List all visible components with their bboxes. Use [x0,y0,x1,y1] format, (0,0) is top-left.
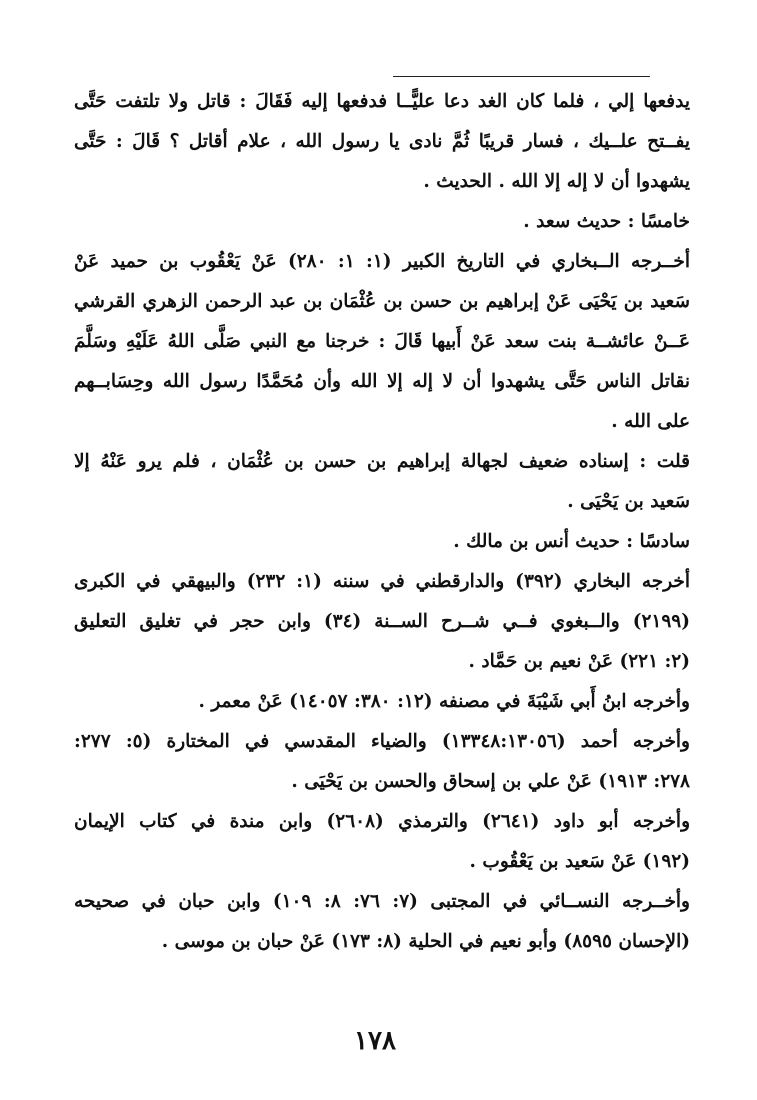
text-line: يشهدوا أن لا إله إلا الله . الحديث . [423,171,690,192]
text-line: (الإحسان ٨٥٩٥) وأبو نعيم في الحلية (٨: ١٧٣) عَنْ حبان بن موسى . [161,931,690,952]
text-line: قلت : إسناده ضعيف لجهالة إبراهيم بن حسن بن عُثْمَان ، فلم يرو عَنْهُ إلا [74,451,690,472]
text-line: سَعيد بن يَحْيَى عَنْ إبراهيم بن حسن بن عُثْمَان بن عبد الرحمن الزهري القرشي [74,291,690,312]
section-heading-fifth: خامسًا : حديث سعد . [523,211,690,232]
text-line: وأخرجه أحمد (١٣٣٤٨:١٣٠٥٦) والضياء المقدسي في المختارة (٥: ٢٧٧: [74,731,690,752]
section-heading-sixth: سادسًا : حديث أنس بن مالك . [453,531,690,552]
text-line: يفــتح علــيك ، فسار قريبًا ثُمَّ نادى يا رسول الله ، علام أقاتل ؟ قَالَ : حَتَّى [74,131,690,152]
text-line: وأخــرجه النســائي في المجتبى (٧: ٧٦: ٨: ١٠٩) وابن حبان في صحيحه [74,891,690,912]
text-line: أخرجه البخاري (٣٩٢) والدارقطني في سننه (١: ٢٣٢) والبيهقي في الكبرى [74,571,690,592]
text-line: عَــنْ عائشــة بنت سعد عَنْ أَبيها قَالَ : خرجنا مع النبي صَلَّى اللهُ عَلَيْهِ وسَلَّمَ [74,331,690,352]
text-line: ٢٧٨: ١٩١٣) عَنْ علي بن إسحاق والحسن بن يَحْيَى . [291,771,690,792]
text-line: سَعيد بن يَحْيَى . [567,491,690,512]
text-line: (٢١٩٩) والــبغوي فــي شــرح الســنة (٣٤) وابن حجر في تغليق التعليق [74,611,690,632]
text-line: وأخرجه ابنُ أَبي شَيْبَةَ في مصنفه (١٢: ٣٨٠: ١٤٠٥٧) عَنْ معمر . [198,691,690,712]
text-line: (١٩٢) عَنْ سَعيد بن يَعْقُوب . [469,851,690,872]
text-line: أخــرجه الــبخاري في التاريخ الكبير (١: ١: ٢٨٠) عَنْ يَعْقُوب بن حميد عَنْ [74,251,690,272]
text-line: على الله . [611,411,690,432]
text-line: يدفعها إلي ، فلما كان الغد دعا عليًّــا فدفعها إليه فَقَالَ : قاتل ولا تلتفت حَتَّى [74,91,690,112]
text-line: (٢: ٢٢١) عَنْ نعيم بن حَمَّاد . [468,651,690,672]
text-line: وأخرجه أبو داود (٢٦٤١) والترمذي (٢٦٠٨) وابن مندة في كتاب الإيمان [74,811,690,832]
page-number: ١٧٨ [354,1026,396,1056]
text-line: نقاتل الناس حَتَّى يشهدوا أن لا إله إلا الله وأن مُحَمَّدًا رسول الله وحِسَابــهم [74,371,690,392]
header-rule [393,76,650,77]
page-body-text [74,82,690,962]
